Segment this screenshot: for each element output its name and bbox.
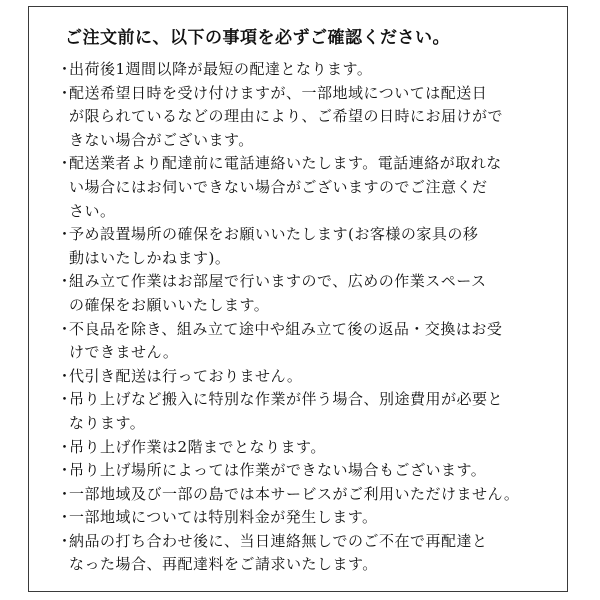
bullet-marker: ・ xyxy=(57,154,73,173)
bullet-marker: ・ xyxy=(57,484,73,503)
notice-line: 吊り上げなど搬入に特別な作業が伴う場合、別途費用が必要と xyxy=(69,390,504,409)
bullet-marker: ・ xyxy=(57,508,73,527)
notice-line: い場合にはお伺いできない場合がございますのでご注意くだ xyxy=(69,177,488,196)
notice-line: 代引き配送は行っておりません。 xyxy=(69,366,303,385)
notice-line: 出荷後1週間以降が最短の配達となります。 xyxy=(69,60,373,78)
notice-item xyxy=(57,82,557,153)
notice-item xyxy=(57,365,557,389)
notice-line: 予め設置場所の確保をお願いいたします(お客様の家具の移 xyxy=(69,225,479,244)
notice-item xyxy=(57,388,557,435)
notice-content xyxy=(57,24,557,577)
notice-line: 組み立て作業はお部屋で行いますので、広めの作業スペース xyxy=(69,272,487,291)
notice-line: 吊り上げ作業は2階までとなります。 xyxy=(69,437,326,456)
bullet-marker: ・ xyxy=(57,437,73,456)
notice-item xyxy=(57,58,557,82)
notice-line: なった場合、再配達料をご請求いたします。 xyxy=(69,555,378,574)
notice-item xyxy=(57,223,557,270)
bullet-marker: ・ xyxy=(57,319,73,338)
bullet-marker: ・ xyxy=(57,60,73,78)
notice-line: さい。 xyxy=(69,201,116,220)
notice-line: きない場合がございます。 xyxy=(69,130,254,149)
notice-item xyxy=(57,270,557,317)
notice-list xyxy=(57,58,557,577)
notice-line: けできません。 xyxy=(69,343,179,362)
notice-item xyxy=(57,436,557,460)
notice-line: の確保をお願いいたします。 xyxy=(69,295,270,314)
notice-line: 配送希望日時を受け付けますが、一部地域については配送日 xyxy=(69,83,488,102)
notice-item xyxy=(57,152,557,223)
notice-line: 動はいたしかねます)。 xyxy=(69,248,231,267)
notice-item xyxy=(57,483,557,507)
notice-line: 一部地域については特別料金が発生します。 xyxy=(69,508,378,527)
notice-item xyxy=(57,530,557,577)
notice-line: 一部地域及び一部の島では本サービスがご利用いただけません。 xyxy=(69,484,520,503)
notice-item xyxy=(57,459,557,483)
notice-line: が限られているなどの理由により、ご希望の日時にお届けがで xyxy=(69,107,504,126)
notice-heading: ご注文前に、以下の事項を必ずご確認ください。 xyxy=(65,28,450,48)
bullet-marker: ・ xyxy=(57,390,73,409)
notice-item xyxy=(57,506,557,530)
bullet-marker: ・ xyxy=(57,461,73,480)
bullet-marker: ・ xyxy=(57,272,73,291)
notice-line: 配送業者より配達前に電話連絡いたします。電話連絡が取れな xyxy=(69,154,502,173)
bullet-marker: ・ xyxy=(57,366,73,385)
bullet-marker: ・ xyxy=(57,83,73,102)
notice-item xyxy=(57,318,557,365)
bullet-marker: ・ xyxy=(57,225,73,244)
bullet-marker: ・ xyxy=(57,531,73,550)
notice-line: 納品の打ち合わせ後に、当日連絡無しでのご不在で再配達と xyxy=(69,531,488,550)
notice-line: 吊り上げ場所によっては作業ができない場合もございます。 xyxy=(69,461,487,480)
notice-line: なります。 xyxy=(69,413,146,432)
notice-line: 不良品を除き、組み立て途中や組み立て後の返品・交換はお受 xyxy=(69,319,503,338)
